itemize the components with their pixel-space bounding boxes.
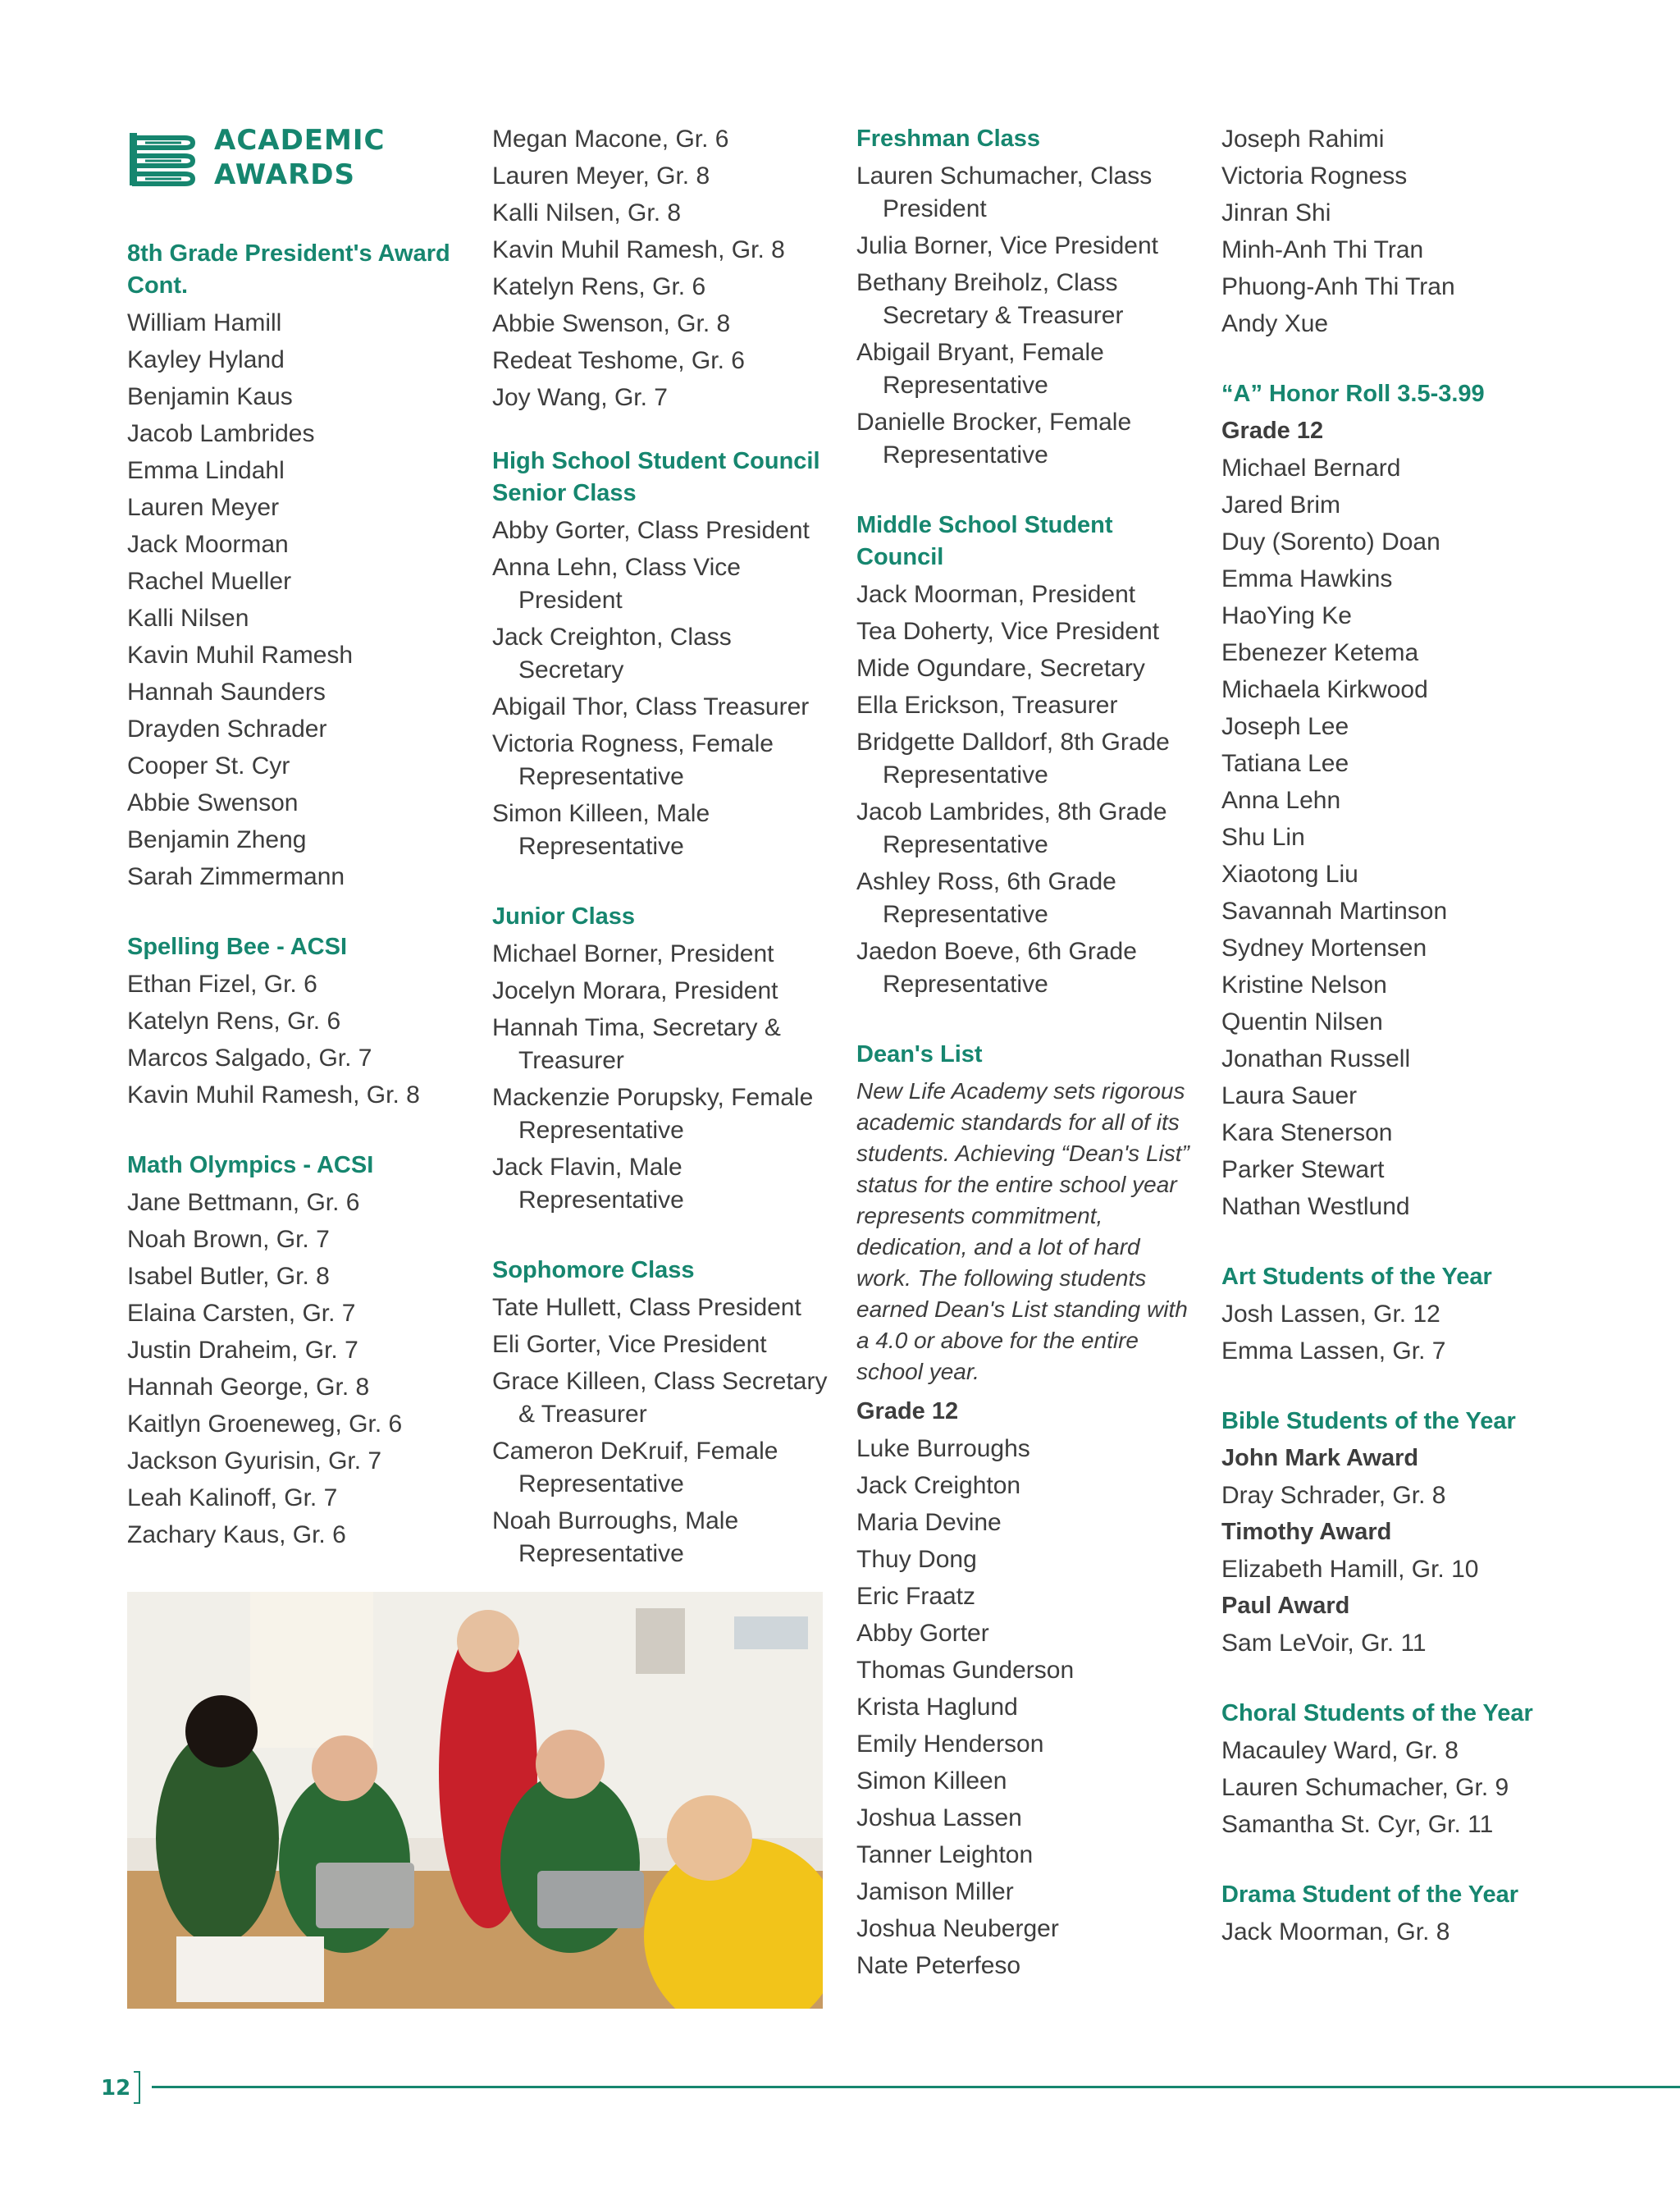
math-olympics-list (127, 1186, 472, 1552)
list-item: Emma Lindahl (127, 457, 285, 484)
list-item: Megan Macone, Gr. 6 (492, 126, 729, 153)
list-item: Eric Fraatz (856, 1583, 976, 1610)
list-item: Joshua Neuberger (856, 1915, 1059, 1942)
list-item: Jack Flavin, Male Representative (492, 1154, 684, 1214)
drama-student-section (1221, 1879, 1566, 1949)
footer-rule (152, 2086, 1680, 2088)
list-item: Ebenezer Ketema (1221, 639, 1419, 666)
list-item: Jacob Lambrides, 8th Grade Representative (856, 798, 1167, 858)
list-item: Simon Killeen (856, 1767, 1007, 1795)
middle-school-council-list (856, 578, 1201, 1001)
list-item: Lauren Meyer, Gr. 8 (492, 162, 710, 190)
list-item: Tea Doherty, Vice President (856, 618, 1160, 645)
list-item: Abigail Thor, Class Treasurer (492, 693, 810, 720)
deans-list-names (856, 1433, 1201, 1982)
award-winner: Sam LeVoir, Gr. 11 (1221, 1630, 1427, 1657)
list-item: Macauley Ward, Gr. 8 (1221, 1737, 1459, 1764)
list-item: Noah Brown, Gr. 7 (127, 1226, 330, 1253)
list-item: Leah Kalinoff, Gr. 7 (127, 1484, 338, 1511)
list-item: Zachary Kaus, Gr. 6 (127, 1521, 346, 1548)
deans-list-section (856, 1039, 1201, 1982)
list-item: Kavin Muhil Ramesh, Gr. 8 (127, 1081, 420, 1109)
list-item: Abbie Swenson (127, 789, 299, 816)
list-item: Julia Borner, Vice President (856, 232, 1158, 259)
list-item: Benjamin Zheng (127, 826, 307, 853)
list-item: Kalli Nilsen, Gr. 8 (492, 199, 682, 226)
list-item: Joshua Lassen (856, 1804, 1022, 1831)
list-item: Nathan Westlund (1221, 1193, 1410, 1220)
list-item: Benjamin Kaus (127, 383, 293, 410)
list-item: Marcos Salgado, Gr. 7 (127, 1045, 372, 1072)
list-item: Abby Gorter, Class President (492, 517, 810, 544)
list-item: Michael Bernard (1221, 455, 1401, 482)
title-block (127, 123, 472, 192)
list-item: Katelyn Rens, Gr. 6 (127, 1008, 341, 1035)
list-item: Jacob Lambrides (127, 420, 315, 447)
column-3 (856, 123, 1201, 2020)
list-item: Luke Burroughs (856, 1435, 1030, 1462)
list-item: Jack Creighton (856, 1472, 1021, 1499)
title-line-2: AWARDS (214, 158, 355, 191)
math-olympics-continued (492, 123, 837, 414)
list-item: Laura Sauer (1221, 1082, 1358, 1109)
section-heading: Drama Student of the Year (1221, 1881, 1519, 1908)
list-item: Lauren Meyer (127, 494, 280, 521)
list-item: Kalli Nilsen (127, 605, 249, 632)
list-item: Mackenzie Porupsky, Female Representative (492, 1084, 814, 1144)
list-item: Ashley Ross, 6th Grade Representative (856, 868, 1116, 928)
list-item: Redeat Teshome, Gr. 6 (492, 347, 745, 374)
list-item: Emma Hawkins (1221, 565, 1393, 592)
list-item: Jamison Miller (856, 1878, 1014, 1905)
list-item: Nate Peterfeso (856, 1952, 1021, 1979)
sophomore-class-section (492, 1255, 837, 1570)
list-item: Kayley Hyland (127, 346, 285, 373)
list-item: Ella Erickson, Treasurer (856, 692, 1118, 719)
sophomore-class-list (492, 1292, 837, 1570)
list-item: Savannah Martinson (1221, 898, 1448, 925)
list-item: Quentin Nilsen (1221, 1008, 1383, 1036)
art-students-section (1221, 1261, 1566, 1368)
list-item: Hannah Tima, Secretary & Treasurer (492, 1014, 781, 1074)
list-item: Eli Gorter, Vice President (492, 1331, 767, 1358)
choral-students-list (1221, 1735, 1566, 1841)
list-item: Emma Lassen, Gr. 7 (1221, 1337, 1446, 1365)
section-heading: High School Student Council Senior Class (492, 448, 820, 506)
award-name: John Mark Award (1221, 1445, 1419, 1471)
list-item: Krista Haglund (856, 1694, 1018, 1721)
list-item: Thomas Gunderson (856, 1657, 1075, 1684)
list-item: Grace Killeen, Class Secretary & Treasurer (492, 1368, 828, 1428)
list-item: Phuong-Anh Thi Tran (1221, 273, 1455, 300)
bible-students-section (1221, 1406, 1566, 1660)
list-item: Minh-Anh Thi Tran (1221, 236, 1424, 263)
freshman-class-list (856, 160, 1201, 472)
title-line-1: ACADEMIC (214, 124, 386, 157)
section-heading: Bible Students of the Year (1221, 1408, 1516, 1434)
list-item: Anna Lehn (1221, 787, 1341, 814)
list-item: Jack Moorman, Gr. 8 (1221, 1918, 1450, 1945)
list-item: Rachel Mueller (127, 568, 292, 595)
president-award-list (127, 307, 472, 894)
list-item: Joseph Rahimi (1221, 126, 1385, 153)
senior-class-list (492, 514, 837, 863)
page-title (214, 123, 385, 192)
award-winner: Dray Schrader, Gr. 8 (1221, 1482, 1446, 1509)
list-item: Jinran Shi (1221, 199, 1331, 226)
section-heading: Dean's List (856, 1041, 983, 1068)
list-item: HaoYing Ke (1221, 602, 1352, 629)
section-heading: Middle School Student Council (856, 512, 1113, 570)
list-item: Abigail Bryant, Female Representative (856, 339, 1104, 399)
list-item: Abby Gorter (856, 1620, 989, 1647)
list-item: Lauren Schumacher, Class President (856, 162, 1153, 222)
list-item: Kristine Nelson (1221, 972, 1387, 999)
list-item: William Hamill (127, 309, 282, 336)
list-item: Lauren Schumacher, Gr. 9 (1221, 1774, 1509, 1801)
list-item: Thuy Dong (856, 1546, 977, 1573)
list-item: Abbie Swenson, Gr. 8 (492, 310, 731, 337)
senior-class-section (492, 446, 837, 863)
president-award-section (127, 238, 472, 894)
section-heading: Junior Class (492, 903, 636, 930)
junior-class-list (492, 938, 837, 1217)
choral-students-section (1221, 1698, 1566, 1841)
list-item: Jocelyn Morara, President (492, 977, 778, 1004)
section-heading: Spelling Bee - ACSI (127, 934, 348, 960)
list-item: Joy Wang, Gr. 7 (492, 384, 668, 411)
column-2 (492, 123, 837, 1608)
deans-list-description: New Life Academy sets rigorous academic standards for all of its students. Achieving “Dean's List” status for the entire school year represents commitment, dedication, and a lot of hard work. The following students earned Dean's List standing with a 4.0 or above for the entire school year. (856, 1078, 1189, 1384)
classroom-photo (127, 1592, 823, 2009)
section-heading: 8th Grade President's Award Cont. (127, 240, 450, 299)
list-item: Mide Ogundare, Secretary (856, 655, 1145, 682)
spelling-bee-list (127, 968, 472, 1112)
list-item: Samantha St. Cyr, Gr. 11 (1221, 1811, 1494, 1838)
list-item: Tanner Leighton (856, 1841, 1034, 1868)
section-heading: Freshman Class (856, 126, 1041, 152)
list-item: Jack Creighton, Class Secretary (492, 624, 732, 684)
list-item: Kaitlyn Groeneweg, Gr. 6 (127, 1410, 403, 1438)
list-item: Ethan Fizel, Gr. 6 (127, 971, 317, 998)
list-item: Anna Lehn, Class Vice President (492, 554, 741, 614)
list-item: Victoria Rogness, Female Representative (492, 730, 774, 790)
books-icon (127, 130, 196, 187)
drama-student-list (1221, 1916, 1566, 1949)
list-item: Justin Draheim, Gr. 7 (127, 1337, 358, 1364)
list-item: Jane Bettmann, Gr. 6 (127, 1189, 360, 1216)
section-heading: Art Students of the Year (1221, 1264, 1492, 1290)
award-name: Paul Award (1221, 1593, 1350, 1619)
list-item: Joseph Lee (1221, 713, 1349, 740)
list-item: Jared Brim (1221, 491, 1341, 519)
list-item: Danielle Brocker, Female Representative (856, 409, 1132, 469)
list-item: Isabel Butler, Gr. 8 (127, 1263, 330, 1290)
math-olympics-section (127, 1150, 472, 1552)
list-item: Andy Xue (1221, 310, 1329, 337)
bracket-ornament (134, 2071, 140, 2104)
list-item: Sarah Zimmermann (127, 863, 345, 890)
math-olympics-list-continued (492, 123, 837, 414)
list-item: Jonathan Russell (1221, 1045, 1411, 1072)
list-item: Hannah Saunders (127, 679, 326, 706)
section-heading: “A” Honor Roll 3.5-3.99 (1221, 381, 1485, 407)
section-heading: Sophomore Class (492, 1257, 695, 1283)
junior-class-section (492, 901, 837, 1217)
section-heading: Math Olympics - ACSI (127, 1152, 374, 1178)
list-item: Bridgette Dalldorf, 8th Grade Representative (856, 729, 1170, 789)
award-winner: Elizabeth Hamill, Gr. 10 (1221, 1556, 1479, 1583)
honor-roll-list (1221, 452, 1566, 1223)
list-item: Simon Killeen, Male Representative (492, 800, 710, 860)
deans-list-continued (1221, 123, 1566, 341)
list-item: Tatiana Lee (1221, 750, 1349, 777)
list-item: Michaela Kirkwood (1221, 676, 1428, 703)
list-item: Cooper St. Cyr (127, 752, 290, 780)
list-item: Michael Borner, President (492, 940, 774, 967)
list-item: Josh Lassen, Gr. 12 (1221, 1301, 1440, 1328)
award-name: Timothy Award (1221, 1519, 1392, 1545)
honor-roll-section (1221, 378, 1566, 1223)
section-heading: Choral Students of the Year (1221, 1700, 1533, 1726)
list-item: Shu Lin (1221, 824, 1305, 851)
list-item: Jackson Gyurisin, Gr. 7 (127, 1447, 382, 1474)
list-item: Xiaotong Liu (1221, 861, 1358, 888)
page-footer (0, 2068, 1680, 2117)
list-item: Jack Moorman, President (856, 581, 1136, 608)
grade-label: Grade 12 (1221, 418, 1324, 444)
list-item: Noah Burroughs, Male Representative (492, 1507, 739, 1567)
list-item: Elaina Carsten, Gr. 7 (127, 1300, 356, 1327)
list-item: Katelyn Rens, Gr. 6 (492, 273, 706, 300)
freshman-class-section (856, 123, 1201, 472)
list-item: Bethany Breiholz, Class Secretary & Treasurer (856, 269, 1124, 329)
column-1 (127, 123, 472, 1589)
page-number: 12 (101, 2076, 131, 2101)
list-item: Cameron DeKruif, Female Representative (492, 1438, 778, 1497)
list-item: Sydney Mortensen (1221, 935, 1427, 962)
column-4 (1221, 123, 1566, 1987)
list-item: Duy (Sorento) Doan (1221, 528, 1440, 556)
middle-school-council-section (856, 510, 1201, 1001)
deans-list-names-continued (1221, 123, 1566, 341)
grade-label: Grade 12 (856, 1398, 959, 1424)
list-item: Jaedon Boeve, 6th Grade Representative (856, 938, 1137, 998)
list-item: Kara Stenerson (1221, 1119, 1393, 1146)
list-item: Kavin Muhil Ramesh, Gr. 8 (492, 236, 785, 263)
list-item: Jack Moorman (127, 531, 289, 558)
list-item: Parker Stewart (1221, 1156, 1385, 1183)
classroom-photo-image (127, 1592, 823, 2009)
list-item: Hannah George, Gr. 8 (127, 1374, 370, 1401)
art-students-list (1221, 1298, 1566, 1368)
list-item: Maria Devine (856, 1509, 1002, 1536)
list-item: Emily Henderson (856, 1731, 1044, 1758)
list-item: Tate Hullett, Class President (492, 1294, 801, 1321)
spelling-bee-section (127, 931, 472, 1112)
list-item: Victoria Rogness (1221, 162, 1408, 190)
list-item: Kavin Muhil Ramesh (127, 642, 354, 669)
list-item: Drayden Schrader (127, 716, 327, 743)
